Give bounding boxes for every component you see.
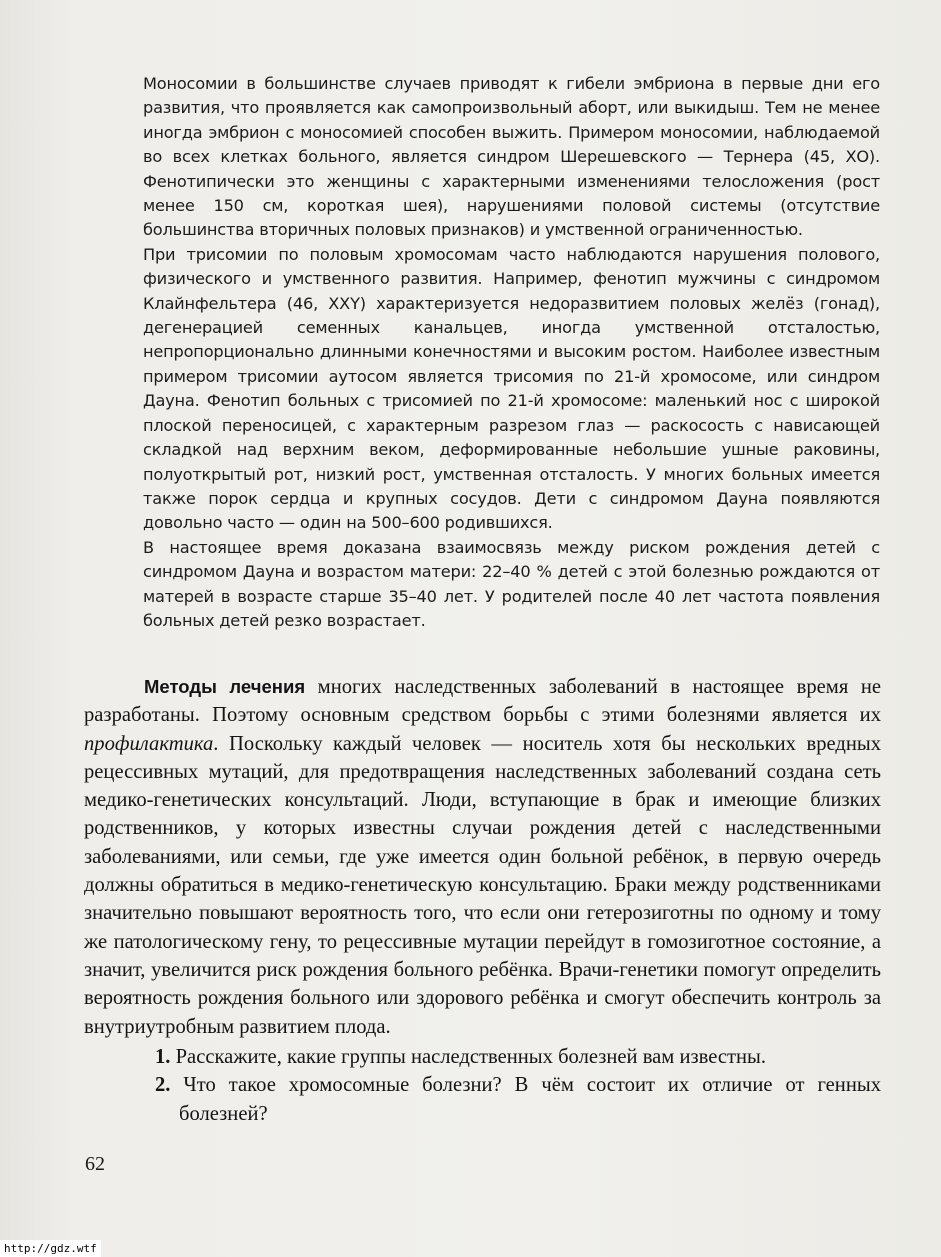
question-number: 2.: [155, 1074, 171, 1097]
question-item: [84, 1043, 881, 1071]
paragraph-text-part1: многих наследственных заболеваний в настоящее время не разработаны. Поэтому основным средством борьбы с этими болезнями является их: [84, 676, 881, 727]
review-questions: [84, 1043, 881, 1128]
watermark-link[interactable]: http://gdz.wtf: [0, 1240, 101, 1257]
question-text: Расскажите, какие группы наследственных болезней вам известны.: [170, 1046, 767, 1068]
page-number: 62: [85, 1153, 105, 1175]
question-item: [84, 1071, 881, 1128]
treatment-paragraph: [84, 673, 881, 1041]
main-text-block: [84, 673, 881, 1041]
emphasized-term: профилактика: [84, 732, 214, 755]
key-term: Методы лечения: [144, 676, 306, 697]
monosomy-paragraph: Моносомии в большинстве случаев приводят к гибели эмбриона в первые дни его развития, что проявляется как самопроизвольный аборт, или выкидыш. Тем не менее иногда эмбрион с моносомией способен выжить. Примером моносомии, наблюдаемой во всех клетках больного, является синдром Шерешевского — Тернера (45, ХО). Фенотипически это женщины с характерными изменениями телосложения (рост менее 150 см, короткая шея), нарушениями половой системы (отсутствие большинства вторичных половых признаков) и умственной ограниченностью.: [143, 74, 880, 240]
paragraph-text-part2: . Поскольку каждый человек — носитель хотя бы нескольких вредных рецессивных мутаций, для предотвращения наследственных заболеваний создана сеть медико-генетических консультаций. Люди, вступающие в брак и имеющие близких родственников, у которых известны случаи рождения детей с наследственными заболеваниями, или семьи, где уже имеется один больной ребёнок, в первую очередь должны обратиться в медико-генетическую консультацию. Браки между родственниками значительно повышают вероятность того, что если они гетерозиготны по одному и тому же патологическому гену, то рецессивные мутации перейдут в гомозиготное состояние, а значит, увеличится риск рождения больного ребёнка. Врачи-генетики помогут определить вероятность рождения больного или здорового ребёнка и смогут обеспечить контроль за внутриутробным развитием плода.: [84, 732, 881, 1038]
sidebar-text-block: [143, 72, 880, 633]
maternal-age-paragraph: В настоящее время доказана взаимосвязь между риском рождения детей с синдромом Дауна и возрастом матери: 22–40 % детей с этой болезнью рождаются от матерей в возрасте старше 35–40 лет. У родителей после 40 лет частота появления больных детей резко возрастает.: [143, 537, 880, 630]
trisomy-paragraph: При трисомии по половым хромосомам часто наблюдаются нарушения полового, физического и умственного развития. Например, фенотип мужчины с синдромом Клайнфельтера (46, XXY) характеризуется недоразвитием половых желёз (гонад), дегенерацией семенных канальцев, иногда умственной отсталостью, непропорционально длинными конечностями и высоким ростом. Наиболее известным примером трисомии аутосом является трисомия по 21-й хромосоме, или синдром Дауна. Фенотип больных с трисомией по 21-й хромосоме: маленький нос с широкой плоской переносицей, с характерным разрезом глаз — раскосость с нависающей складкой над верхним веком, деформированные небольшие ушные раковины, полуоткрытый рот, низкий рост, умственная отсталость. У многих больных имеется также порок сердца и крупных сосудов. Дети с синдромом Дауна появляются довольно часто — один на 500–600 родившихся.: [143, 244, 880, 533]
question-text: Что такое хромосомные болезни? В чём состоит их отличие от генных болезней?: [170, 1074, 881, 1125]
question-number: 1.: [155, 1046, 171, 1068]
